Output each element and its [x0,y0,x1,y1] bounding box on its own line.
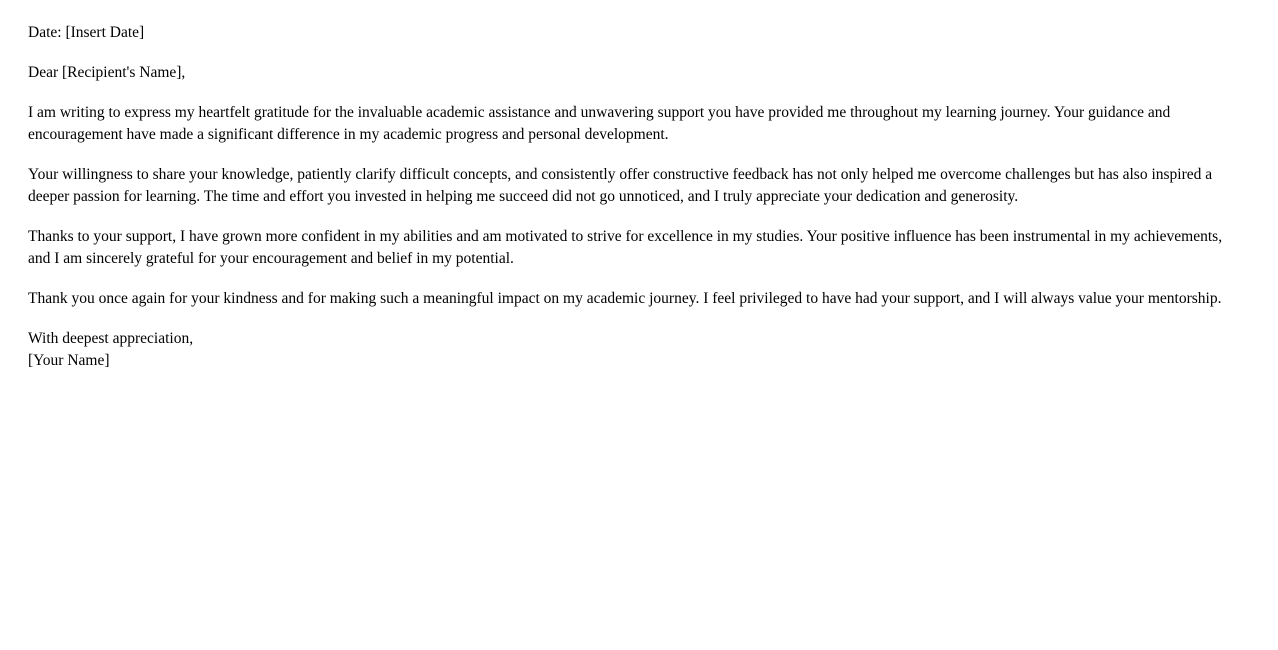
body-paragraph-3: Thanks to your support, I have grown more confident in my abilities and am motivated to strive for excellence in my studies. Your positive influence has been instrumental in my achievements, and I am sincerely grateful for your encouragement and belief in my potential. [28,228,1223,267]
date-line: Date: [Insert Date] [28,24,145,41]
signature-name: [Your Name] [28,352,110,369]
signature-block [28,328,1250,372]
body-paragraph-4: Thank you once again for your kindness and for making such a meaningful impact on my academic journey. I feel privileged to have had your support, and I will always value your mentorship. [28,290,1222,307]
closing-line: With deepest appreciation, [28,330,194,347]
body-paragraph-2: Your willingness to share your knowledge, patiently clarify difficult concepts, and consistently offer constructive feedback has not only helped me overcome challenges but has also inspired a deeper passion for learning. The time and effort you invested in helping me succeed did not go unnoticed, and I truly appreciate your dedication and generosity. [28,166,1213,205]
salutation: Dear [Recipient's Name], [28,64,186,81]
body-paragraph-1: I am writing to express my heartfelt gratitude for the invaluable academic assistance and unwavering support you have provided me throughout my learning journey. Your guidance and encouragement have made a significant difference in my academic progress and personal development. [28,104,1171,143]
